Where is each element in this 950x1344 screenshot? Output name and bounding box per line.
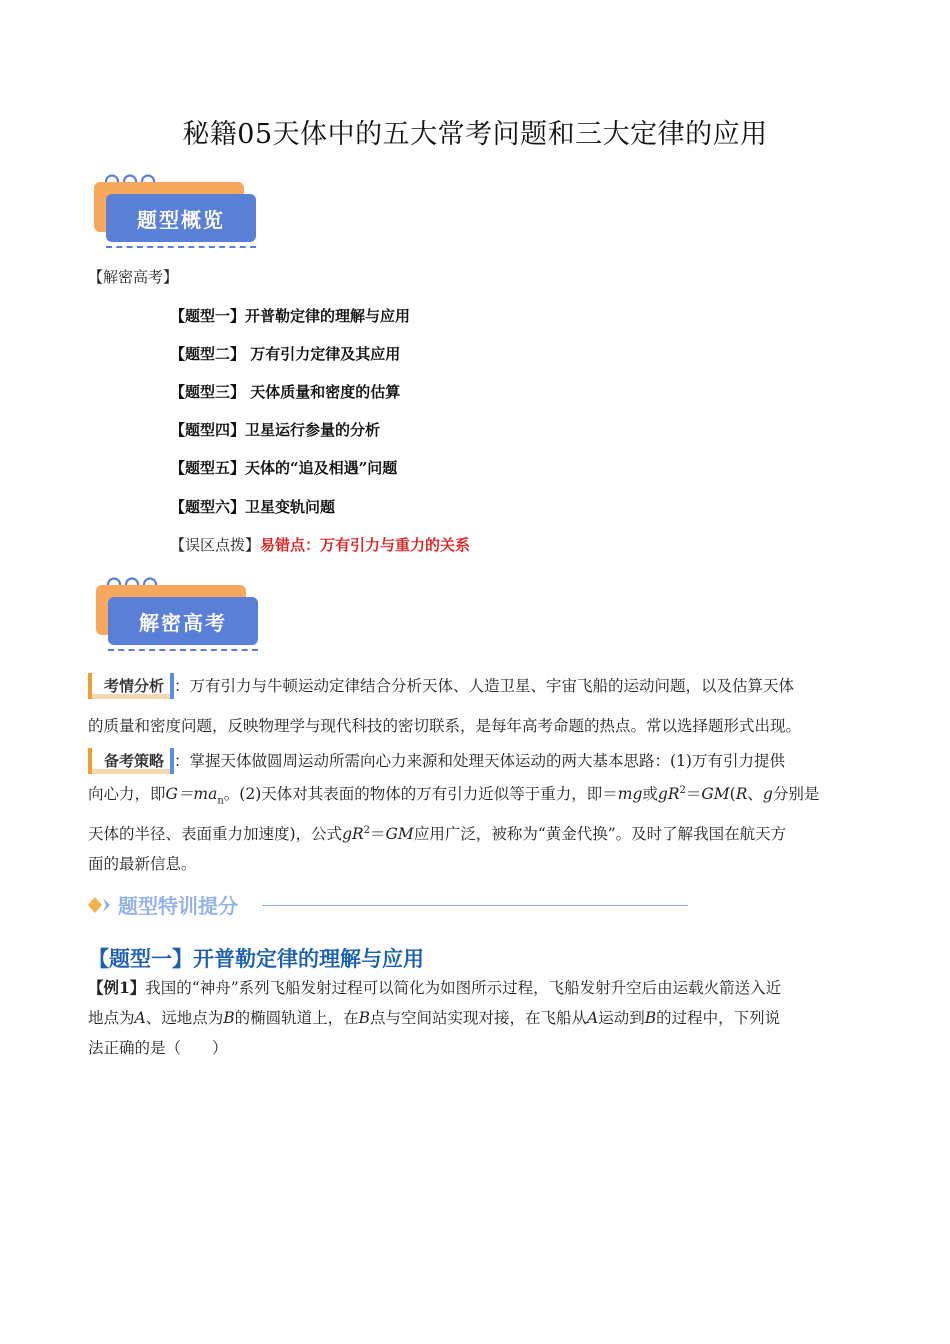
formula: GM xyxy=(385,825,414,844)
diamond-arrow-icon xyxy=(88,895,114,915)
example-line: 法正确的是（ ） xyxy=(88,1039,228,1057)
overview-label: 【解密高考】 xyxy=(88,268,179,286)
toc-item[interactable]: 【题型六】卫星变轨问题 xyxy=(170,498,336,516)
section-heading xyxy=(88,890,238,919)
point-label: A xyxy=(587,1009,599,1027)
analysis-paragraph xyxy=(88,671,868,741)
formula: GM xyxy=(701,785,730,804)
text: 地点为 xyxy=(88,1009,135,1027)
superscript: 2 xyxy=(679,785,686,796)
text: 运动到 xyxy=(598,1009,645,1027)
analysis-tag: 考情分析 xyxy=(88,673,174,699)
text: 的椭圆轨道上，在 xyxy=(234,1009,359,1027)
formula: mg xyxy=(617,785,643,804)
strategy-tag: 备考策略 xyxy=(88,748,174,774)
strategy-line: ：掌握天体做圆周运动所需向心力来源和处理天体运动的两大基本思路：(1)万有引力提供 xyxy=(174,752,785,770)
toc-item[interactable]: 【题型二】 万有引力定律及其应用 xyxy=(170,345,401,363)
formula: gR xyxy=(342,825,364,844)
toc-item[interactable]: 【题型四】卫星运行参量的分析 xyxy=(170,421,381,439)
question-type-heading: 【题型一】开普勒定律的理解与应用 xyxy=(88,946,424,971)
text: 的过程中，下列说 xyxy=(656,1009,781,1027)
strategy-line xyxy=(88,816,868,849)
text: 点与空间站实现对接，在飞船从 xyxy=(370,1009,588,1027)
badge-label: 题型概览 xyxy=(106,194,256,242)
formula: g xyxy=(762,785,773,804)
text: 或 xyxy=(642,785,658,804)
badge-dash xyxy=(106,246,256,248)
section-heading-text: 题型特训提分 xyxy=(118,894,238,918)
toc-item-error[interactable] xyxy=(170,534,470,555)
example-paragraph xyxy=(88,973,868,1063)
analysis-line: ：万有引力与牛顿运动定律结合分析天体、人造卫星、宇宙飞船的运动问题，以及估算天体 xyxy=(174,677,795,695)
point-label: B xyxy=(223,1009,235,1027)
text: 天体的半径、表面重力加速度)，公式 xyxy=(88,825,343,844)
text: ( xyxy=(729,785,736,804)
page-title: 秘籍05天体中的五大常考问题和三大定律的应用 xyxy=(182,119,768,150)
point-label: A xyxy=(134,1009,146,1027)
text: 分别是 xyxy=(772,785,820,804)
text: 、 xyxy=(747,785,763,804)
text: ＝ xyxy=(370,825,386,844)
formula: R xyxy=(735,785,748,804)
formula: gR xyxy=(657,785,680,804)
example-line xyxy=(88,1003,868,1033)
toc-item[interactable]: 【题型三】 天体质量和密度的估算 xyxy=(170,383,401,401)
text: 。(2)天体对其表面的物体的万有引力近似等于重力，即＝ xyxy=(223,785,618,804)
text: 向心力，即 xyxy=(88,785,166,804)
superscript: 2 xyxy=(363,825,371,837)
text: ＝ xyxy=(685,785,702,804)
example-label: 【例1】 xyxy=(88,978,146,997)
text: 、远地点为 xyxy=(145,1009,224,1027)
formula: G＝ma xyxy=(165,785,218,804)
point-label: B xyxy=(358,1009,371,1027)
toc-error-prefix: 【误区点拨】 xyxy=(170,536,261,554)
strategy-line xyxy=(88,776,868,816)
toc-item[interactable]: 【题型五】天体的“追及相遇”问题 xyxy=(170,459,398,477)
badge-dash xyxy=(108,649,258,651)
toc-item[interactable]: 【题型一】开普勒定律的理解与应用 xyxy=(170,307,411,325)
badge-label: 解密高考 xyxy=(108,597,258,645)
example-line: 我国的“神舟”系列飞船发射过程可以简化为如图所示过程，飞船发射升空后由运载火箭送入近 xyxy=(145,979,782,997)
section-divider xyxy=(262,905,688,906)
text: 应用广泛，被称为“黄金代换”。及时了解我国在航天方 xyxy=(413,825,787,844)
section-badge-analysis xyxy=(90,573,280,657)
strategy-line: 面的最新信息。 xyxy=(88,855,197,874)
section-badge-overview xyxy=(88,170,278,254)
analysis-line: 的质量和密度问题，反映物理学与现代科技的密切联系，是每年高考命题的热点。常以选择题形式出现。 xyxy=(88,717,802,735)
point-label: B xyxy=(644,1009,657,1027)
subscript: n xyxy=(217,795,224,807)
toc-error-text: 易错点：万有引力与重力的关系 xyxy=(260,536,471,554)
strategy-paragraph xyxy=(88,746,868,879)
